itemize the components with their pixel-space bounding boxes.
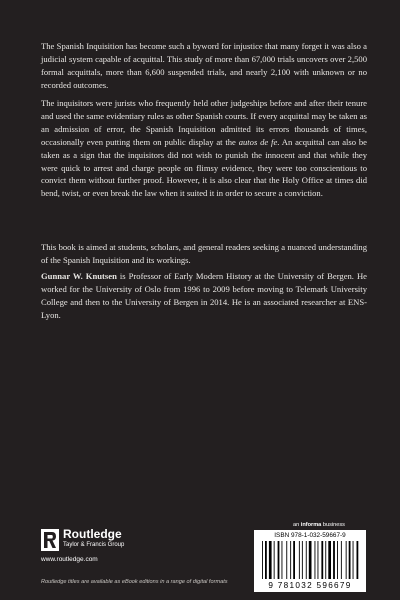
barcode-bar [286,541,287,579]
isbn-number: ISBN 978-1-032-59667-9 [274,532,346,539]
barcode-bar [302,541,303,579]
barcode-bar [265,541,267,579]
informa-suffix: business [321,522,345,528]
barcode-bar [353,541,354,579]
barcode-bar [293,541,295,579]
isbn-barcode [254,530,366,592]
paragraph-2-part-a: The inquisitors were jurists who frequently held other judgeships before and after their tenure and used the same evidentiary rules as other Spanish courts. If every acquittal may be taken as an admission of error, the Spanish Inquisition admitted its errors thousands of times, occasionally even putting them on public display at the [41,98,367,147]
barcode-bar [290,541,291,579]
description-paragraph-1: The Spanish Inquisition has become such a byword for injustice that many forget it was also a judicial system capable of acquittal. This study of more than 67,000 trials uncovers over 2,500 formal acquittals, more than 6,600 suspended trials, and nearly 2,100 with unknown or no recorded outcomes. [41,41,367,90]
barcode-bar [269,541,272,579]
author-name: Gunnar W. Knutsen [41,271,117,281]
barcode-bar [325,541,326,579]
barcode-bar [346,541,347,579]
barcode-bar [321,541,323,579]
informa-prefix: an [293,522,301,528]
informa-business-line [293,522,345,528]
barcode-bar [315,541,316,579]
barcode-bar [333,541,335,579]
barcode-bar [309,541,312,579]
barcode-bar [299,541,300,579]
barcode-bar [262,541,263,579]
barcode-bar [306,541,307,579]
author-bio [41,270,367,322]
barcode-bar [282,541,283,579]
publisher-name: Routledge [63,527,122,541]
publisher-logo-text [63,528,124,549]
publisher-group: Taylor & Francis Group [63,542,125,548]
audience-paragraph: This book is aimed at students, scholars, and general readers seeking a nuanced understanding of the Spanish Inquisition and its workings. [41,242,367,265]
barcode-bar [278,541,280,579]
paragraph-2-part-b: . An acquittal can also be taken as a sign that the inquisitors did not wish to punish the innocent and that while they were quick to arrest and charge people on flimsy evidence, they were too conscientious to convict them without further proof. However, it is also clear that the Holy Office at times did bend, twist, or even break the law when it suited it in order to secure a conviction. [41,136,368,199]
barcode-bar [328,541,331,579]
autos-de-fe-term: autos de fe [238,136,278,147]
informa-brand: informa [300,522,322,528]
barcode-bar [341,541,342,579]
description-paragraph-2 [41,97,367,200]
barcode-bar [357,541,359,579]
barcode-bar [349,541,351,579]
routledge-logo-icon [41,529,59,551]
barcode-bar [318,541,319,579]
barcode-bars [260,541,360,581]
barcode-digits: 9 781032 596679 [268,581,352,590]
author-bio-text: is Professor of Early Modern History at the University of Bergen. He worked for the University of Oslo from 1996 to 2009 before moving to Telemark University College and then to the University of Bergen in 2014. He is an associated researcher at ENS-Lyon. [41,271,367,320]
publisher-website[interactable]: www.routledge.com [41,556,98,563]
barcode-bar [337,541,338,579]
ebook-footnote: Routledge titles are available as eBook editions in a range of digital formats [41,579,228,585]
barcode-bar [274,541,275,579]
